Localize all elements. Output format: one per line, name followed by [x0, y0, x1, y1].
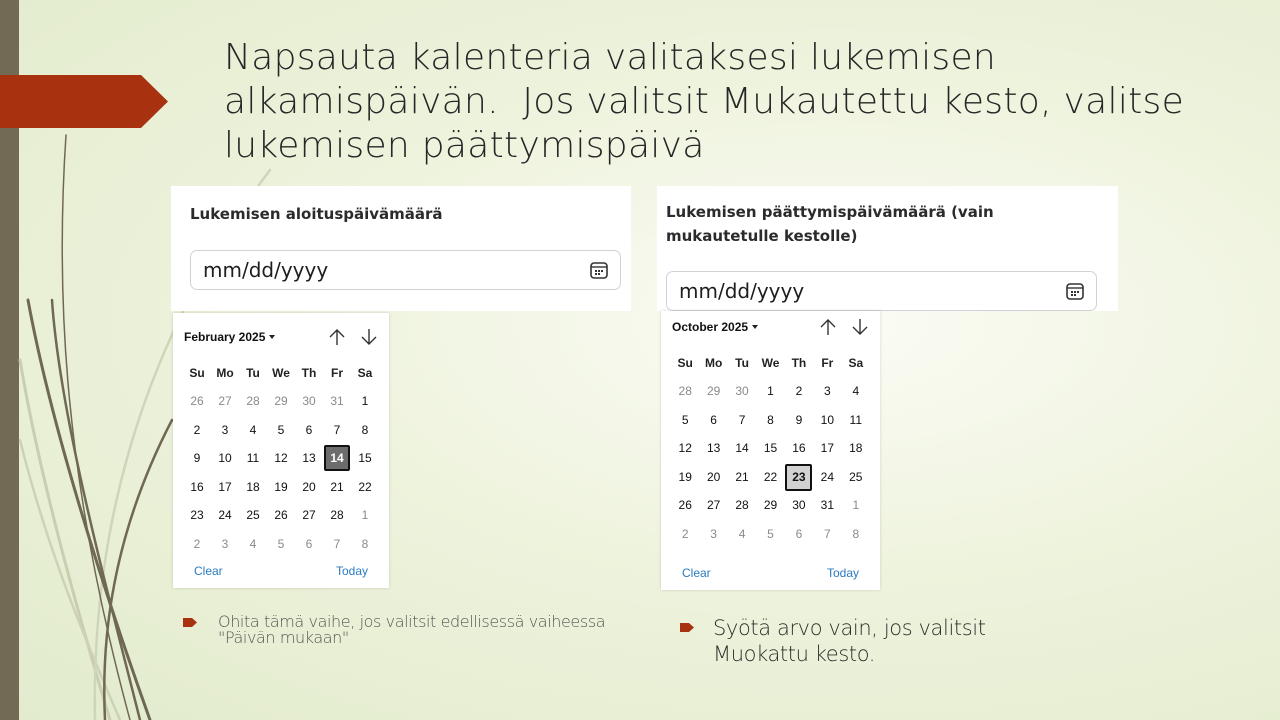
calendar-day[interactable]	[323, 501, 351, 530]
day-number: 2	[193, 422, 201, 437]
day-number: 7	[738, 412, 746, 427]
day-number: 11	[849, 412, 863, 427]
day-number: 6	[305, 422, 313, 437]
day-number: 29	[274, 394, 288, 408]
calendar-day[interactable]	[813, 434, 841, 463]
calendar-day-selected[interactable]	[785, 463, 813, 492]
calendar-day[interactable]	[351, 387, 379, 416]
calendar-day[interactable]	[267, 387, 295, 416]
month-year-selector[interactable]	[184, 330, 275, 344]
weekday-header: Su	[677, 356, 693, 370]
day-number: 20	[706, 469, 721, 484]
end-date-placeholder: mm/dd/yyyy	[679, 279, 805, 303]
calendar-day[interactable]	[239, 530, 267, 559]
calendar-day[interactable]	[813, 463, 841, 492]
day-number: 6	[305, 536, 313, 551]
calendar-day[interactable]	[699, 434, 727, 463]
day-number: 26	[190, 394, 204, 408]
calendar-day[interactable]	[728, 463, 756, 492]
title-line-1: Napsauta kalenteria valitaksesi lukemisen	[224, 37, 997, 78]
arrow-down-icon[interactable]	[359, 327, 379, 347]
weekday-header: Tu	[735, 356, 749, 370]
calendar-day[interactable]	[671, 491, 699, 520]
day-number: 30	[302, 394, 316, 408]
calendar-day[interactable]	[728, 520, 756, 549]
day-number: 3	[824, 384, 831, 398]
day-number: 7	[333, 536, 341, 551]
calendar-day[interactable]	[211, 473, 239, 502]
day-number: 13	[302, 451, 316, 465]
day-number: 5	[277, 536, 285, 551]
calendar-day[interactable]	[756, 463, 784, 492]
note-right-text: Syötä arvo vain, jos valitsit Muokattu kesto.	[713, 616, 986, 666]
calendar-day[interactable]	[183, 473, 211, 502]
day-number: 8	[361, 422, 369, 437]
day-number: 8	[852, 526, 860, 541]
calendar-day[interactable]	[211, 387, 239, 416]
calendar-day[interactable]	[671, 434, 699, 463]
day-number: 5	[767, 526, 774, 541]
day-number: 14	[735, 441, 749, 455]
calendar-day[interactable]	[813, 406, 841, 435]
calendar-day[interactable]	[295, 416, 323, 445]
day-number: 1	[767, 384, 774, 398]
day-number: 10	[218, 451, 232, 465]
day-number: 21	[735, 469, 749, 484]
start-date-placeholder: mm/dd/yyyy	[203, 258, 329, 282]
calendar-day[interactable]	[183, 530, 211, 559]
calendar-day[interactable]	[295, 444, 323, 473]
weekday-header: We	[272, 366, 290, 380]
today-button[interactable]: Today	[335, 564, 368, 578]
calendar-day[interactable]	[671, 520, 699, 549]
calendar-day[interactable]	[699, 377, 727, 406]
day-number: 28	[678, 384, 692, 398]
calendar-day[interactable]	[239, 473, 267, 502]
calendar-day[interactable]	[211, 416, 239, 445]
day-number: 1	[361, 394, 369, 408]
start-date-calendar	[173, 313, 389, 588]
month-year-label: February 2025	[184, 330, 266, 344]
calendar-day[interactable]	[842, 520, 870, 549]
day-number: 30	[735, 384, 749, 398]
clear-button[interactable]: Clear	[194, 564, 223, 578]
day-number: 31	[330, 394, 344, 408]
day-number: 24	[218, 508, 232, 522]
day-number: 14	[324, 445, 350, 471]
day-number: 12	[274, 451, 288, 465]
month-year-label: October 2025	[672, 320, 749, 334]
day-number: 18	[246, 479, 260, 494]
calendar-day[interactable]	[785, 406, 813, 435]
calendar-day[interactable]	[756, 434, 784, 463]
calendar-day[interactable]	[239, 387, 267, 416]
calendar-day[interactable]	[239, 501, 267, 530]
day-number: 6	[795, 526, 803, 541]
weekday-header: Tu	[246, 366, 260, 380]
weekday-header: Su	[189, 366, 205, 380]
weekday-header: Sa	[848, 356, 864, 370]
calendar-day[interactable]	[183, 416, 211, 445]
calendar-day[interactable]	[756, 491, 784, 520]
end-date-panel	[657, 186, 1118, 311]
calendar-day[interactable]	[211, 530, 239, 559]
day-number: 25	[849, 469, 863, 484]
day-number: 6	[710, 412, 717, 427]
weekday-header: Fr	[821, 356, 834, 370]
title-line-3: lukemisen päättymispäivä	[224, 125, 705, 166]
day-number: 8	[361, 536, 369, 551]
calendar-day[interactable]	[842, 434, 870, 463]
calendar-day[interactable]	[671, 406, 699, 435]
calendar-day[interactable]	[295, 387, 323, 416]
slide-title	[224, 36, 1224, 168]
bullet-arrow-icon	[183, 618, 197, 627]
day-number: 27	[706, 498, 721, 512]
calendar-day[interactable]	[323, 530, 351, 559]
calendar-day[interactable]	[756, 520, 784, 549]
day-number: 2	[193, 536, 201, 551]
day-number: 17	[820, 441, 835, 455]
calendar-day[interactable]	[813, 520, 841, 549]
calendar-day[interactable]	[267, 444, 295, 473]
day-number: 28	[735, 498, 749, 512]
calendar-day[interactable]	[267, 416, 295, 445]
day-number: 26	[274, 508, 288, 522]
weekday-header: Fr	[331, 366, 343, 380]
day-number: 7	[333, 422, 341, 437]
day-number: 25	[246, 508, 260, 522]
day-number: 4	[738, 526, 746, 541]
calendar-icon[interactable]	[1066, 283, 1084, 300]
calendar-day[interactable]	[323, 387, 351, 416]
calendar-day[interactable]	[813, 491, 841, 520]
calendar-day[interactable]	[323, 473, 351, 502]
start-date-panel	[171, 186, 631, 311]
calendar-day[interactable]	[211, 501, 239, 530]
day-number: 3	[221, 422, 229, 437]
bullet-arrow-icon	[680, 623, 694, 632]
month-year-selector[interactable]	[672, 320, 758, 334]
day-number: 1	[361, 508, 369, 522]
calendar-day[interactable]	[842, 377, 870, 406]
calendar-day[interactable]	[756, 377, 784, 406]
day-number: 19	[274, 479, 288, 494]
day-number: 16	[190, 479, 204, 494]
calendar-day[interactable]	[728, 377, 756, 406]
day-number: 28	[246, 394, 260, 408]
day-number: 3	[710, 526, 717, 541]
calendar-day[interactable]	[267, 530, 295, 559]
day-number: 13	[706, 441, 721, 455]
day-number: 23	[190, 508, 204, 522]
calendar-day[interactable]	[756, 406, 784, 435]
calendar-day[interactable]	[699, 491, 727, 520]
calendar-day[interactable]	[211, 444, 239, 473]
end-date-calendar	[661, 311, 880, 590]
dropdown-caret-icon	[269, 335, 275, 339]
day-number: 24	[820, 469, 835, 484]
day-number: 4	[852, 384, 860, 398]
calendar-day[interactable]	[785, 377, 813, 406]
end-date-input[interactable]	[666, 271, 1097, 311]
today-button[interactable]: Today	[826, 566, 859, 580]
clear-button[interactable]: Clear	[682, 566, 711, 580]
note-right	[680, 615, 1073, 667]
calendar-day[interactable]	[351, 473, 379, 502]
calendar-day[interactable]	[728, 491, 756, 520]
calendar-day[interactable]	[728, 434, 756, 463]
day-number: 29	[763, 498, 778, 512]
day-number: 5	[277, 422, 285, 437]
day-number: 26	[678, 498, 692, 512]
weekday-header: Mo	[704, 356, 723, 370]
day-number: 27	[302, 508, 316, 522]
calendar-day[interactable]	[842, 491, 870, 520]
weekday-header: Mo	[216, 366, 234, 380]
calendar-day[interactable]	[842, 406, 870, 435]
arrow-down-icon[interactable]	[850, 317, 870, 337]
title-arrow-shape	[0, 75, 168, 128]
day-number: 19	[678, 469, 692, 484]
calendar-grid	[183, 359, 379, 558]
calendar-day[interactable]	[351, 530, 379, 559]
day-number: 23	[785, 464, 812, 491]
calendar-day[interactable]	[323, 416, 351, 445]
calendar-day[interactable]	[295, 473, 323, 502]
day-number: 3	[221, 536, 229, 551]
day-number: 22	[358, 479, 372, 494]
calendar-icon[interactable]	[590, 262, 608, 279]
day-number: 27	[218, 394, 232, 408]
weekday-header: We	[761, 356, 780, 370]
note-left	[183, 614, 618, 646]
day-number: 2	[795, 384, 803, 398]
end-date-label-line-1: Lukemisen päättymispäivämäärä (vain	[666, 203, 994, 221]
day-number: 8	[767, 412, 774, 427]
calendar-day[interactable]	[728, 406, 756, 435]
day-number: 15	[763, 441, 778, 455]
day-number: 17	[218, 479, 232, 494]
weekday-header: Sa	[357, 366, 373, 380]
dropdown-caret-icon	[752, 325, 758, 329]
day-number: 28	[330, 508, 344, 522]
calendar-day[interactable]	[351, 444, 379, 473]
day-number: 7	[824, 526, 831, 541]
arrow-up-icon[interactable]	[327, 327, 347, 347]
calendar-day[interactable]	[842, 463, 870, 492]
day-number: 2	[681, 526, 689, 541]
calendar-header	[672, 317, 870, 337]
calendar-day[interactable]	[813, 377, 841, 406]
start-date-input[interactable]	[190, 250, 621, 290]
calendar-day[interactable]	[351, 501, 379, 530]
calendar-day[interactable]	[239, 444, 267, 473]
weekday-header: Th	[791, 356, 807, 370]
calendar-day[interactable]	[785, 520, 813, 549]
day-number: 15	[358, 451, 372, 465]
title-line-2: alkamispäivän. Jos valitsit Mukautettu kesto, valitse	[224, 81, 1185, 122]
calendar-day[interactable]	[699, 463, 727, 492]
note-left-text: Ohita tämä vaihe, jos valitsit edellisessä vaiheessa "Päivän mukaan"	[218, 612, 606, 647]
day-number: 21	[330, 479, 344, 494]
arrow-up-icon[interactable]	[818, 317, 838, 337]
calendar-day[interactable]	[671, 463, 699, 492]
calendar-day[interactable]	[267, 501, 295, 530]
day-number: 10	[820, 412, 835, 427]
calendar-day[interactable]	[239, 416, 267, 445]
day-number: 4	[249, 422, 257, 437]
calendar-day[interactable]	[183, 387, 211, 416]
calendar-day-selected[interactable]	[323, 444, 351, 473]
day-number: 31	[820, 498, 835, 512]
day-number: 1	[852, 498, 860, 512]
day-number: 9	[193, 451, 201, 465]
day-number: 11	[246, 451, 260, 465]
calendar-day[interactable]	[183, 501, 211, 530]
day-number: 20	[302, 479, 316, 494]
calendar-day[interactable]	[183, 444, 211, 473]
day-number: 9	[795, 412, 803, 427]
weekday-header: Th	[301, 366, 317, 380]
calendar-grid	[671, 349, 870, 548]
calendar-day[interactable]	[699, 406, 727, 435]
end-date-label	[666, 200, 994, 248]
day-number: 16	[792, 441, 806, 455]
calendar-header	[184, 327, 379, 347]
calendar-day[interactable]	[785, 491, 813, 520]
day-number: 22	[763, 469, 778, 484]
calendar-day[interactable]	[351, 416, 379, 445]
day-number: 18	[849, 441, 863, 455]
day-number: 30	[792, 498, 806, 512]
calendar-day[interactable]	[295, 501, 323, 530]
calendar-day[interactable]	[699, 520, 727, 549]
day-number: 12	[678, 441, 692, 455]
day-number: 29	[706, 384, 721, 398]
calendar-day[interactable]	[671, 377, 699, 406]
start-date-label: Lukemisen aloituspäivämäärä	[190, 205, 443, 223]
day-number: 4	[249, 536, 257, 551]
calendar-day[interactable]	[267, 473, 295, 502]
calendar-day[interactable]	[785, 434, 813, 463]
calendar-day[interactable]	[295, 530, 323, 559]
day-number: 5	[681, 412, 689, 427]
end-date-label-line-2: mukautetulle kestolle)	[666, 227, 858, 245]
